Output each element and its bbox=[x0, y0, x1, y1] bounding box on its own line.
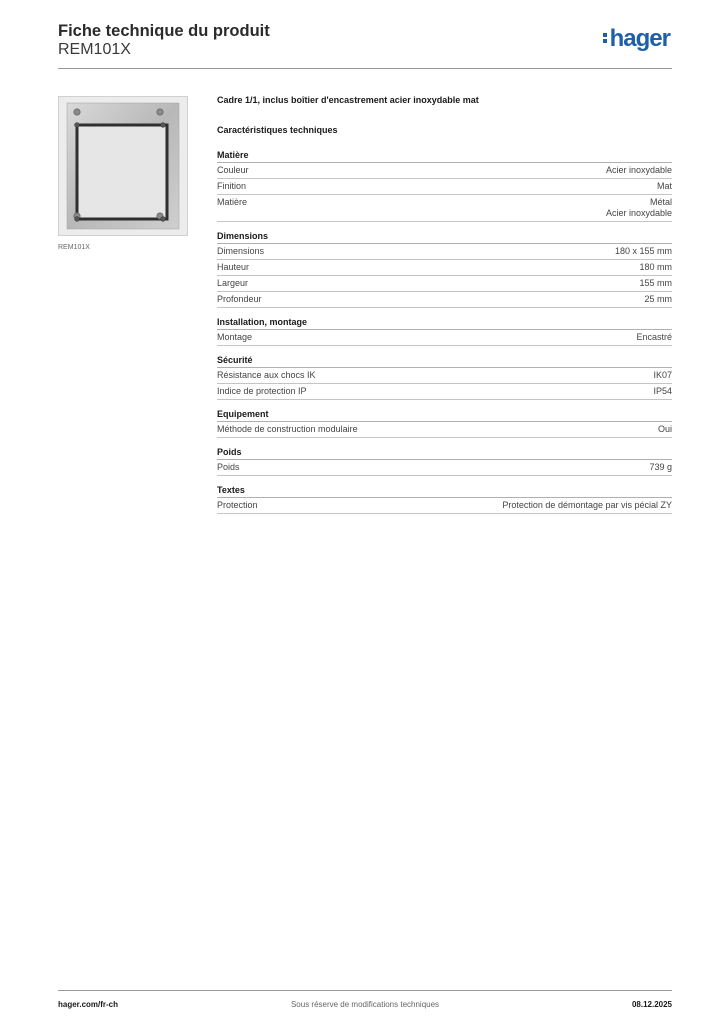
spec-value-line: IP54 bbox=[653, 386, 672, 396]
spec-section bbox=[217, 355, 672, 400]
spec-value-line: Acier inoxydable bbox=[605, 165, 672, 175]
spec-value-line: IK07 bbox=[653, 370, 672, 380]
spec-section-title: Textes bbox=[217, 485, 672, 498]
spec-label: Couleur bbox=[217, 165, 249, 175]
spec-value bbox=[644, 294, 672, 305]
spec-value-line: 180 x 155 mm bbox=[614, 246, 672, 256]
spec-value-line: 180 mm bbox=[639, 262, 672, 272]
spec-value-line: 739 g bbox=[649, 462, 672, 472]
spec-label: Méthode de construction modulaire bbox=[217, 424, 358, 434]
spec-section bbox=[217, 485, 672, 514]
spec-row bbox=[217, 460, 672, 476]
spec-row bbox=[217, 384, 672, 400]
spec-row bbox=[217, 179, 672, 195]
spec-label: Poids bbox=[217, 462, 240, 472]
spec-section-title: Dimensions bbox=[217, 231, 672, 244]
spec-label: Indice de protection IP bbox=[217, 386, 307, 396]
footer-website: hager.com/fr-ch bbox=[58, 1000, 119, 1009]
product-reference: REM101X bbox=[58, 41, 131, 58]
spec-row bbox=[217, 195, 672, 222]
spec-value bbox=[615, 246, 672, 257]
logo-dots-icon bbox=[603, 31, 607, 45]
spec-row bbox=[217, 330, 672, 346]
spec-value bbox=[653, 386, 672, 397]
footer-date: 08.12.2025 bbox=[631, 1000, 672, 1009]
spec-value bbox=[639, 262, 672, 273]
page-footer bbox=[58, 990, 672, 1015]
spec-row bbox=[217, 276, 672, 292]
spec-row bbox=[217, 163, 672, 179]
product-image bbox=[58, 96, 188, 236]
hager-logo bbox=[603, 25, 670, 53]
spec-row bbox=[217, 498, 672, 514]
spec-label: Montage bbox=[217, 332, 253, 342]
spec-sections bbox=[217, 150, 672, 514]
spec-value bbox=[636, 332, 672, 343]
spec-row bbox=[217, 422, 672, 438]
spec-value-line: Oui bbox=[657, 424, 672, 434]
spec-section bbox=[217, 409, 672, 438]
spec-section bbox=[217, 317, 672, 346]
spec-label: Protection bbox=[217, 500, 258, 510]
spec-label: Hauteur bbox=[217, 262, 250, 272]
spec-value-line: Acier inoxydable bbox=[605, 208, 672, 218]
image-caption: REM101X bbox=[58, 244, 90, 251]
spec-value-line: 155 mm bbox=[639, 278, 672, 288]
document-title: Fiche technique du produit bbox=[58, 22, 270, 40]
product-photo-frame-icon bbox=[59, 97, 187, 235]
spec-value bbox=[606, 197, 672, 219]
product-description: Cadre 1/1, inclus boîtier d'encastrement acier inoxydable mat bbox=[217, 95, 479, 105]
spec-label: Finition bbox=[217, 181, 247, 191]
spec-value bbox=[639, 278, 672, 289]
spec-label: Résistance aux chocs IK bbox=[217, 370, 316, 380]
spec-label: Profondeur bbox=[217, 294, 262, 304]
spec-row bbox=[217, 368, 672, 384]
spec-section-title: Equipement bbox=[217, 409, 672, 422]
spec-section bbox=[217, 447, 672, 476]
spec-value-line: Métal bbox=[649, 197, 672, 207]
spec-section bbox=[217, 150, 672, 222]
specs-heading: Caractéristiques techniques bbox=[217, 125, 338, 135]
spec-section-title: Installation, montage bbox=[217, 317, 672, 330]
spec-section-title: Sécurité bbox=[217, 355, 672, 368]
spec-row bbox=[217, 260, 672, 276]
spec-content bbox=[217, 95, 672, 523]
footer-disclaimer: Sous réserve de modifications techniques bbox=[290, 1000, 440, 1009]
spec-row bbox=[217, 244, 672, 260]
spec-label: Dimensions bbox=[217, 246, 265, 256]
spec-value-line: Protection de démontage par vis pécial ZY bbox=[502, 500, 672, 510]
spec-value-line: Encastré bbox=[636, 332, 672, 342]
logo-text: hager bbox=[609, 25, 670, 52]
spec-label: Largeur bbox=[217, 278, 249, 288]
spec-value-line: Mat bbox=[656, 181, 672, 191]
spec-value bbox=[502, 500, 672, 511]
spec-section bbox=[217, 231, 672, 308]
spec-label: Matière bbox=[217, 197, 248, 207]
spec-value bbox=[653, 370, 672, 381]
spec-section-title: Matière bbox=[217, 150, 672, 163]
spec-value bbox=[649, 462, 672, 473]
page-header bbox=[58, 20, 672, 69]
spec-section-title: Poids bbox=[217, 447, 672, 460]
spec-value bbox=[606, 165, 672, 176]
spec-value bbox=[657, 181, 672, 192]
spec-value bbox=[658, 424, 672, 435]
spec-row bbox=[217, 292, 672, 308]
spec-value-line: 25 mm bbox=[644, 294, 672, 304]
